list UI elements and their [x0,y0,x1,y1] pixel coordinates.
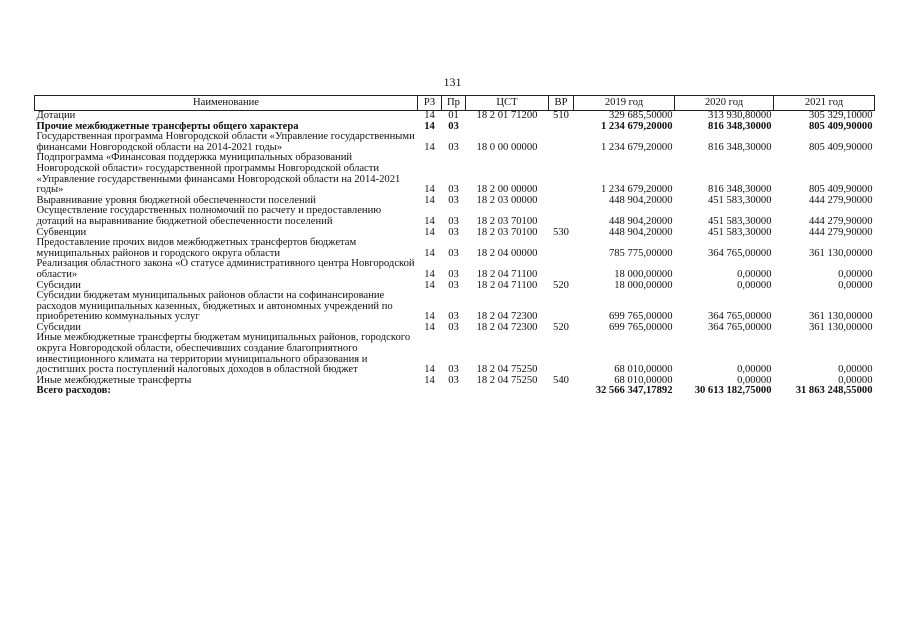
cell-name: Всего расходов: [36,385,111,397]
cell-2019: 329 685,50000 [608,110,673,121]
cell-cst: 18 2 03 70100 [476,226,538,238]
cell-rz: 14 [424,374,435,386]
cell-name: Предоставление прочих видов межбюджетных трансфертов бюджетам муниципальных районов и городского округа области [36,237,357,259]
cell-vr: 530 [553,226,569,238]
table-row [35,111,875,122]
cell-rz: 14 [424,141,435,153]
cell-cst [466,386,549,397]
cell-2020: 30 613 182,75000 [694,385,772,397]
cell-2021: 361 130,00000 [808,247,873,259]
cell-2020: 816 348,30000 [707,184,772,196]
cell-2020: 816 348,30000 [707,141,772,153]
cell-vr: 520 [553,279,569,291]
cell-2019: 448 904,20000 [608,226,673,238]
cell-cst [466,122,549,133]
cell-2020: 0,00000 [737,374,772,386]
cell-2019: 785 775,00000 [608,247,673,259]
cell-name: Иные межбюджетные трансферты бюджетам муниципальных районов, городского округа Новгородской области, обеспечивших создание благоприятного инвестиционного климата на территории муниципального образования и достигших роста поступлений налоговых доходов в областной бюджет [36,332,411,376]
table-row [35,238,875,259]
cell-cst: 18 2 01 71200 [476,110,538,121]
table-row [35,132,875,153]
cell-pr: 03 [448,247,459,259]
cell-rz: 14 [424,215,435,227]
cell-2021: 444 279,90000 [808,226,873,238]
cell-2020: 313 930,80000 [707,110,772,121]
cell-rz: 14 [424,110,435,121]
cell-pr: 03 [448,184,459,196]
cell-2019: 1 234 679,20000 [600,141,673,153]
cell-pr: 03 [448,215,459,227]
cell-vr [549,386,574,397]
cell-vr: 520 [553,321,569,333]
cell-pr: 03 [448,374,459,386]
cell-vr [549,333,574,375]
cell-2021: 31 863 248,55000 [795,385,873,397]
header-pr: Пр [442,96,466,111]
header-vr: ВР [549,96,574,111]
cell-rz: 14 [424,364,435,376]
cell-pr: 03 [448,268,459,280]
cell-name: Осуществление государственных полномочий по расчету и предоставлению дотаций на выравнивание бюджетной обеспеченности поселений [36,205,382,227]
cell-2019: 1 234 679,20000 [600,120,673,132]
cell-cst: 18 2 04 00000 [476,247,538,259]
cell-vr: 540 [553,374,569,386]
cell-2021: 305 329,10000 [808,110,873,121]
cell-name: Подпрограмма «Финансовая поддержка муниципальных образований Новгородской области» государственной программы Новгородской области «Управление государственными финансами Новгородской области на 2014-2021 годы» [36,152,401,196]
cell-cst: 18 2 04 75250 [476,374,538,386]
table-row [35,206,875,227]
cell-2019: 699 765,00000 [608,321,673,333]
cell-cst: 18 2 04 71100 [476,268,538,280]
cell-2021: 0,00000 [838,279,873,291]
cell-pr [442,386,466,397]
cell-2020: 451 583,30000 [707,226,772,238]
table-body [35,111,875,398]
cell-pr: 03 [448,194,459,206]
cell-name: Государственная программа Новгородской области «Управление государственными финансами Новгородской области на 2014-2021 годы» [36,131,415,153]
cell-2019: 18 000,00000 [614,268,673,280]
cell-pr: 03 [448,279,459,291]
cell-2019: 699 765,00000 [608,311,673,323]
cell-rz: 14 [424,279,435,291]
table-row [35,386,875,397]
cell-2019: 448 904,20000 [608,194,673,206]
cell-rz [418,386,442,397]
cell-name: Иные межбюджетные трансферты [36,374,192,386]
cell-cst: 18 2 04 75250 [476,364,538,376]
header-2019: 2019 год [574,96,675,111]
cell-2021: 0,00000 [838,374,873,386]
cell-pr: 03 [448,364,459,376]
cell-cst: 18 2 04 71100 [476,279,538,291]
cell-2020: 816 348,30000 [707,120,772,132]
cell-pr: 03 [448,120,459,132]
header-cst: ЦСТ [466,96,549,111]
cell-rz: 14 [424,184,435,196]
cell-name: Дотации [36,110,76,121]
cell-rz: 14 [424,194,435,206]
cell-2021: 805 409,90000 [808,184,873,196]
cell-cst: 18 2 04 72300 [476,311,538,323]
cell-name: Выравнивание уровня бюджетной обеспеченности поселений [36,194,316,206]
cell-rz: 14 [424,268,435,280]
cell-vr [549,259,574,280]
cell-2021: 0,00000 [838,268,873,280]
cell-2021: 361 130,00000 [808,321,873,333]
cell-vr [549,122,574,133]
cell-2019: 1 234 679,20000 [600,184,673,196]
cell-pr: 01 [448,110,459,121]
cell-pr: 03 [448,226,459,238]
cell-2021: 361 130,00000 [808,311,873,323]
cell-cst: 18 0 00 00000 [476,141,538,153]
table-row [35,333,875,375]
cell-rz: 14 [424,311,435,323]
cell-cst: 18 2 03 00000 [476,194,538,206]
cell-vr [549,238,574,259]
header-2020: 2020 год [675,96,774,111]
cell-rz: 14 [424,226,435,238]
cell-vr [549,291,574,323]
cell-2019: 32 566 347,17892 [595,385,673,397]
cell-2020: 451 583,30000 [707,194,772,206]
cell-cst: 18 2 03 70100 [476,215,538,227]
budget-table [34,95,875,397]
cell-vr: 510 [553,110,569,121]
cell-cst: 18 2 00 00000 [476,184,538,196]
cell-2020: 364 765,00000 [707,321,772,333]
cell-pr: 03 [448,311,459,323]
cell-vr [549,196,574,207]
cell-name: Субсидии [36,321,81,333]
cell-vr [549,132,574,153]
cell-name: Субсидии [36,279,81,291]
cell-rz: 14 [424,247,435,259]
cell-2020: 0,00000 [737,364,772,376]
table-row [35,153,875,195]
header-rz: РЗ [418,96,442,111]
cell-2020: 364 765,00000 [707,247,772,259]
cell-2021: 805 409,90000 [808,141,873,153]
cell-2021: 805 409,90000 [808,120,873,132]
cell-name: Субсидии бюджетам муниципальных районов области на софинансирование расходов муниципальных казенных, бюджетных и автономных учреждений по приобретению коммунальных услуг [36,290,393,323]
cell-vr [549,153,574,195]
cell-2019: 68 010,00000 [614,374,673,386]
page-number: 131 [443,75,462,89]
cell-name: Реализация областного закона «О статусе административного центра Новгородской области» [36,258,415,280]
cell-2020: 364 765,00000 [707,311,772,323]
table-row [35,291,875,323]
cell-rz: 14 [424,120,435,132]
cell-2021: 444 279,90000 [808,215,873,227]
cell-2021: 0,00000 [838,364,873,376]
header-name: Наименование [35,96,418,111]
cell-vr [549,206,574,227]
cell-cst: 18 2 04 72300 [476,321,538,333]
header-2021: 2021 год [774,96,875,111]
cell-2019: 18 000,00000 [614,279,673,291]
cell-rz: 14 [424,321,435,333]
cell-2020: 0,00000 [737,268,772,280]
cell-2020: 0,00000 [737,279,772,291]
cell-2020: 451 583,30000 [707,215,772,227]
table-row [35,259,875,280]
cell-2019: 448 904,20000 [608,215,673,227]
cell-2019: 68 010,00000 [614,364,673,376]
cell-2021: 444 279,90000 [808,194,873,206]
table-header-row [35,96,875,111]
cell-pr: 03 [448,141,459,153]
cell-name: Субвенции [36,226,87,238]
cell-name: Прочие межбюджетные трансферты общего характера [36,120,299,132]
cell-pr: 03 [448,321,459,333]
